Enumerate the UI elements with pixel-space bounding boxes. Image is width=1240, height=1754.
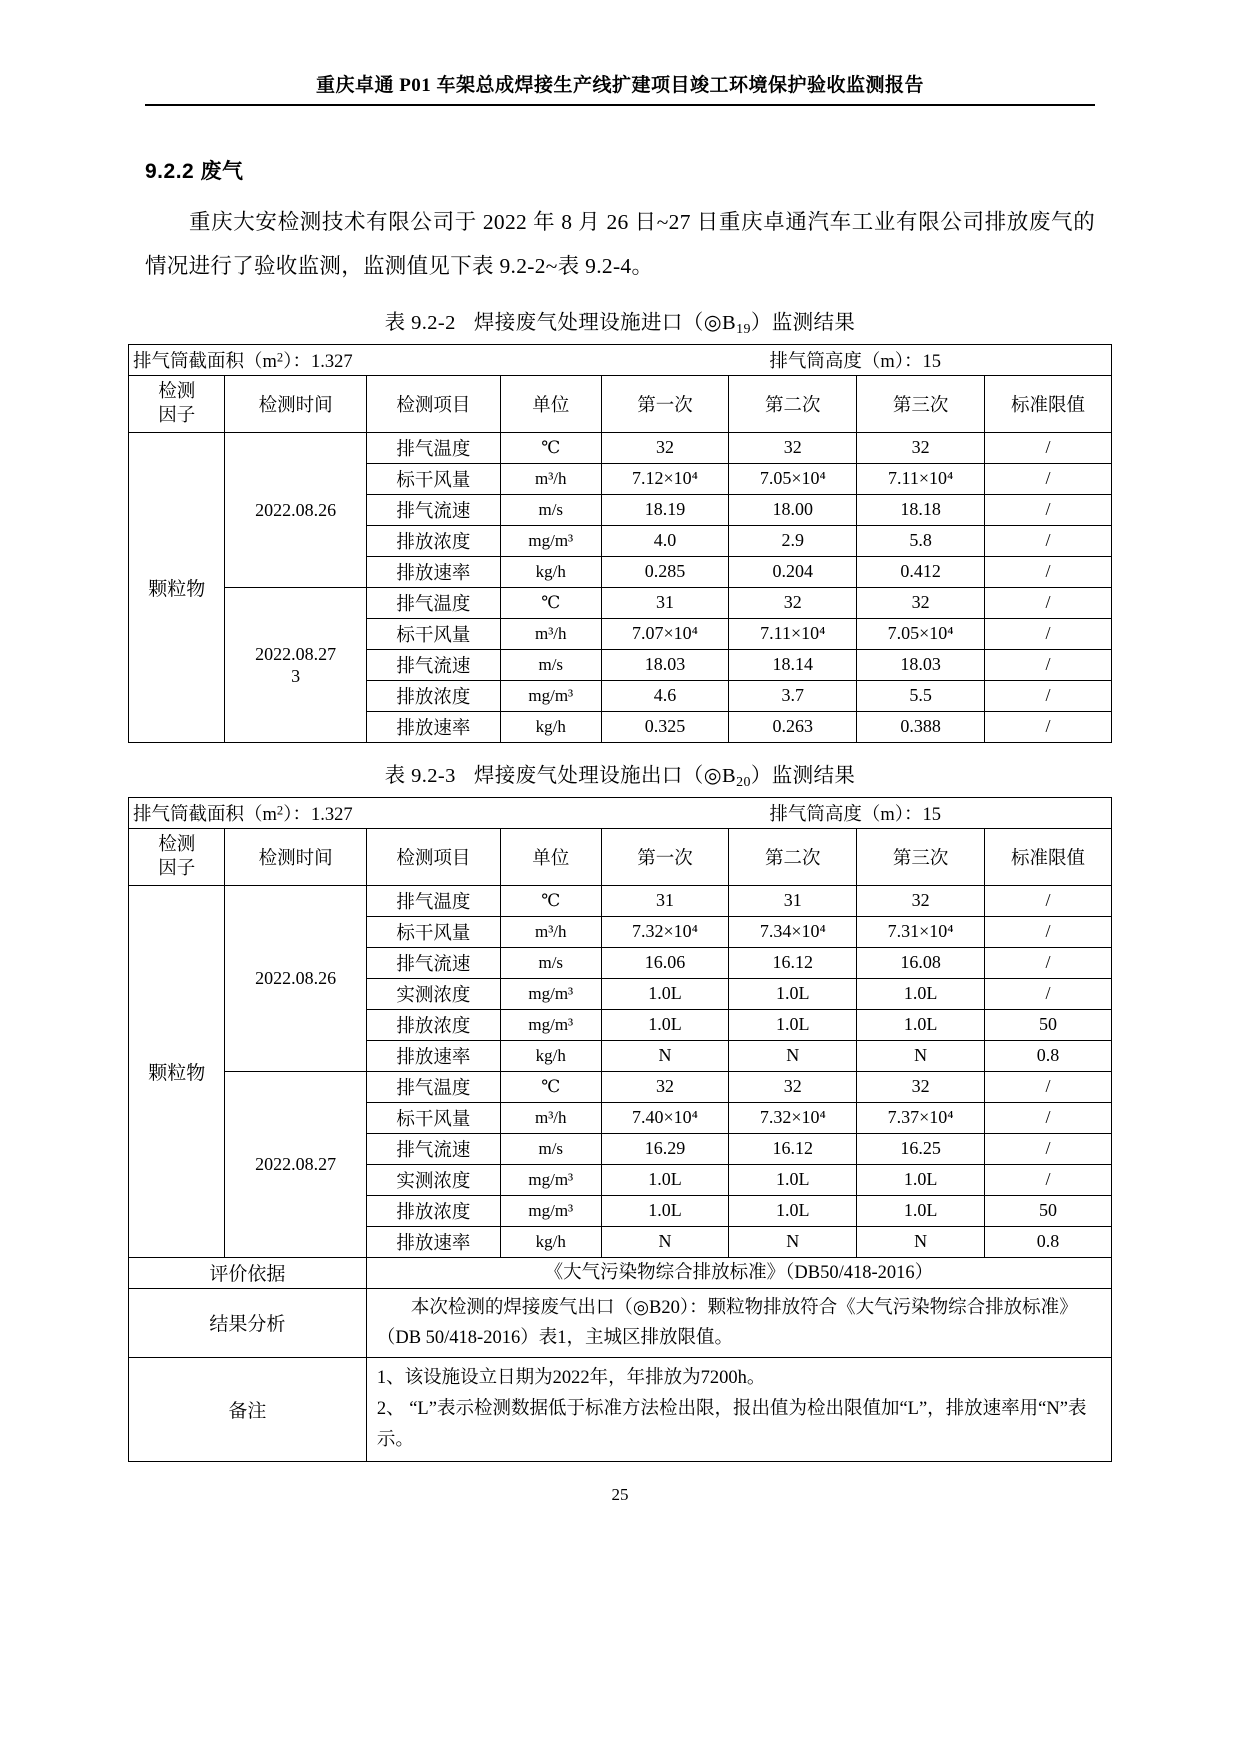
page-number: 25 — [611, 1485, 629, 1504]
cell-item: 排放速率 — [366, 1040, 500, 1071]
cell-run3: 18.03 — [857, 649, 985, 680]
value-evaluation-basis: 《大气污染物综合排放标准》（DB50/418-2016） — [366, 1257, 1111, 1288]
cell-run3: 5.5 — [857, 680, 985, 711]
table-row — [129, 587, 1112, 618]
cell-run3: 32 — [857, 885, 985, 916]
cell-run2: 32 — [729, 432, 857, 463]
header-title: 重庆卓通 P01 车架总成焊接生产线扩建项目竣工环境保护验收监测报告 — [315, 75, 925, 96]
cell-run1: 18.03 — [601, 649, 729, 680]
cell-run3: 16.08 — [857, 947, 985, 978]
cell-limit: / — [985, 494, 1112, 525]
stack-height-label: 排气筒高度（m）：15 — [769, 351, 941, 372]
header-rule — [145, 104, 1095, 106]
cell-unit: ℃ — [500, 432, 601, 463]
cell-run3: 32 — [857, 1071, 985, 1102]
cell-run2: 18.14 — [729, 649, 857, 680]
caption-main: 焊接废气处理设施出口（◎B — [473, 765, 737, 787]
cell-unit: m³/h — [500, 463, 601, 494]
cell-limit: 0.8 — [985, 1040, 1112, 1071]
cell-limit: / — [985, 916, 1112, 947]
cell-limit: / — [985, 432, 1112, 463]
cell-item: 标干风量 — [366, 618, 500, 649]
cell-limit: / — [985, 1133, 1112, 1164]
cell-run1: N — [601, 1040, 729, 1071]
cell-run2: 32 — [729, 1071, 857, 1102]
cell-item: 排放浓度 — [366, 525, 500, 556]
cell-run3: 1.0L — [857, 1009, 985, 1040]
stack-info-cell — [129, 797, 1112, 828]
cell-item: 排放浓度 — [366, 680, 500, 711]
caption-main: 焊接废气处理设施进口（◎B — [473, 312, 737, 334]
column-header-time: 检测时间 — [225, 375, 366, 432]
column-header-item: 检测项目 — [366, 375, 500, 432]
cell-factor: 颗粒物 — [129, 885, 225, 1257]
cell-date-1: 2022.08.26 — [225, 432, 366, 587]
column-header-item: 检测项目 — [366, 828, 500, 885]
cell-unit: ℃ — [500, 1071, 601, 1102]
column-header-run3: 第三次 — [857, 375, 985, 432]
label-notes: 备注 — [129, 1357, 367, 1461]
cell-unit: m/s — [500, 1133, 601, 1164]
cell-run1: 32 — [601, 1071, 729, 1102]
caption-prefix: 表 9.2-3 — [384, 765, 456, 787]
cell-limit: 50 — [985, 1009, 1112, 1040]
cell-limit: / — [985, 711, 1112, 742]
column-header-limit: 标准限值 — [985, 375, 1112, 432]
cell-run1: 1.0L — [601, 1164, 729, 1195]
cell-run2: 0.263 — [729, 711, 857, 742]
cell-limit: / — [985, 463, 1112, 494]
cell-run3: 0.412 — [857, 556, 985, 587]
cell-item: 排气温度 — [366, 432, 500, 463]
cell-run2: 0.204 — [729, 556, 857, 587]
cell-run2: 16.12 — [729, 1133, 857, 1164]
table-9-2-2-caption — [128, 305, 1112, 338]
cell-run1: 1.0L — [601, 1009, 729, 1040]
cell-run1: 32 — [601, 432, 729, 463]
table-row — [129, 885, 1112, 916]
cell-run1: 0.325 — [601, 711, 729, 742]
cell-item: 排气流速 — [366, 947, 500, 978]
cell-unit: ℃ — [500, 885, 601, 916]
document-header — [145, 70, 1095, 106]
cell-run3: 0.388 — [857, 711, 985, 742]
cell-run3: 16.25 — [857, 1133, 985, 1164]
table-row-analysis — [129, 1288, 1112, 1357]
caption-suffix: ）监测结果 — [750, 312, 856, 334]
cell-unit: kg/h — [500, 711, 601, 742]
cell-unit: mg/m³ — [500, 1195, 601, 1226]
stack-area-label: 排气筒截面积$(m^2)$：1.327 — [133, 803, 353, 825]
cell-unit: mg/m³ — [500, 1009, 601, 1040]
column-header-run1: 第一次 — [601, 828, 729, 885]
cell-limit: / — [985, 1071, 1112, 1102]
cell-limit: 0.8 — [985, 1226, 1112, 1257]
table-row-notes — [129, 1357, 1112, 1461]
cell-unit: m/s — [500, 947, 601, 978]
stack-area-label: 排气筒截面积$(m^2)$：1.327 — [133, 350, 353, 372]
cell-run1: 1.0L — [601, 1195, 729, 1226]
table-row — [129, 797, 1112, 828]
cell-run2: 1.0L — [729, 1195, 857, 1226]
cell-item: 排气温度 — [366, 885, 500, 916]
cell-limit: / — [985, 1164, 1112, 1195]
cell-limit: / — [985, 885, 1112, 916]
cell-item: 标干风量 — [366, 916, 500, 947]
cell-run2: 16.12 — [729, 947, 857, 978]
column-header-run1: 第一次 — [601, 375, 729, 432]
cell-unit: m³/h — [500, 1102, 601, 1133]
cell-run1: 16.29 — [601, 1133, 729, 1164]
cell-unit: mg/m³ — [500, 978, 601, 1009]
caption-suffix: ）监测结果 — [750, 765, 856, 787]
cell-unit: m³/h — [500, 618, 601, 649]
table-9-2-3 — [128, 797, 1112, 1462]
value-notes — [366, 1357, 1111, 1461]
note-line-1: 1、该设施设立日期为2022年，年排放为7200h。 — [376, 1367, 766, 1388]
cell-unit: mg/m³ — [500, 525, 601, 556]
cell-limit: / — [985, 649, 1112, 680]
cell-limit: / — [985, 556, 1112, 587]
value-result-analysis: 本次检测的焊接废气出口（◎B20）：颗粒物排放符合《大气污染物综合排放标准》（DB 50/418-2016）表1，主城区排放限值。 — [366, 1288, 1111, 1357]
column-header-run3: 第三次 — [857, 828, 985, 885]
cell-item: 排放浓度 — [366, 1195, 500, 1226]
cell-run2: 7.05×10⁴ — [729, 463, 857, 494]
cell-run1: 1.0L — [601, 978, 729, 1009]
cell-limit: / — [985, 978, 1112, 1009]
cell-run3: 32 — [857, 587, 985, 618]
cell-run3: 18.18 — [857, 494, 985, 525]
label-evaluation-basis: 评价依据 — [129, 1257, 367, 1288]
table-9-2-2-block — [128, 305, 1112, 743]
cell-run2: 1.0L — [729, 978, 857, 1009]
cell-run2: 7.34×10⁴ — [729, 916, 857, 947]
cell-unit: ℃ — [500, 587, 601, 618]
table-9-2-3-caption — [128, 758, 1112, 791]
cell-run3: 7.31×10⁴ — [857, 916, 985, 947]
cell-item: 排气流速 — [366, 494, 500, 525]
cell-limit: / — [985, 680, 1112, 711]
table-9-2-3-block — [128, 758, 1112, 1462]
caption-subscript: 20 — [736, 774, 751, 790]
cell-run3: 32 — [857, 432, 985, 463]
table-row-basis — [129, 1257, 1112, 1288]
cell-run2: 7.32×10⁴ — [729, 1102, 857, 1133]
stack-height-label: 排气筒高度（m）：15 — [769, 804, 941, 825]
cell-run1: 31 — [601, 587, 729, 618]
column-header-factor: 检测 因子 — [129, 828, 225, 885]
cell-date-1: 2022.08.26 — [225, 885, 366, 1071]
cell-run3: 5.8 — [857, 525, 985, 556]
cell-unit: kg/h — [500, 556, 601, 587]
cell-run3: N — [857, 1040, 985, 1071]
cell-run2: 1.0L — [729, 1164, 857, 1195]
cell-run3: 1.0L — [857, 978, 985, 1009]
table-row — [129, 1071, 1112, 1102]
cell-run2: 3.7 — [729, 680, 857, 711]
cell-run3: 7.05×10⁴ — [857, 618, 985, 649]
table-row — [129, 344, 1112, 375]
cell-run2: N — [729, 1040, 857, 1071]
cell-item: 标干风量 — [366, 1102, 500, 1133]
cell-run1: N — [601, 1226, 729, 1257]
cell-run3: N — [857, 1226, 985, 1257]
cell-unit: m/s — [500, 649, 601, 680]
cell-run2: 2.9 — [729, 525, 857, 556]
cell-item: 排放速率 — [366, 711, 500, 742]
cell-item: 排气流速 — [366, 649, 500, 680]
column-header-limit: 标准限值 — [985, 828, 1112, 885]
column-header-unit: 单位 — [500, 375, 601, 432]
cell-run3: 1.0L — [857, 1164, 985, 1195]
cell-date-2: 2022.08.27 — [225, 1071, 366, 1257]
cell-item: 实测浓度 — [366, 1164, 500, 1195]
column-header-time: 检测时间 — [225, 828, 366, 885]
cell-item: 排气温度 — [366, 1071, 500, 1102]
caption-prefix: 表 9.2-2 — [384, 312, 456, 334]
cell-run1: 0.285 — [601, 556, 729, 587]
column-header-run2: 第二次 — [729, 828, 857, 885]
cell-unit: kg/h — [500, 1040, 601, 1071]
cell-run1: 7.12×10⁴ — [601, 463, 729, 494]
cell-unit: mg/m³ — [500, 1164, 601, 1195]
section-heading: 9.2.2 废气 — [145, 160, 244, 183]
column-header-factor: 检测 因子 — [129, 375, 225, 432]
table-9-2-2 — [128, 344, 1112, 743]
cell-run1: 4.0 — [601, 525, 729, 556]
note-line-2: 2、 “L”表示检测数据低于标准方法检出限，报出值为检出限值加“L”，排放速率用“N”表示。 — [376, 1398, 1087, 1450]
section-paragraph: 重庆大安检测技术有限公司于 2022 年 8 月 26 日~27 日重庆卓通汽车工业有限公司排放废气的情况进行了验收监测，监测值见下表 9.2-2~表 9.2-4。 — [145, 210, 1095, 278]
caption-subscript: 19 — [736, 321, 751, 337]
column-header-run2: 第二次 — [729, 375, 857, 432]
cell-run2: 31 — [729, 885, 857, 916]
cell-item: 排放速率 — [366, 1226, 500, 1257]
cell-item: 实测浓度 — [366, 978, 500, 1009]
cell-run2: 7.11×10⁴ — [729, 618, 857, 649]
cell-run3: 1.0L — [857, 1195, 985, 1226]
cell-unit: m/s — [500, 494, 601, 525]
table-header-row — [129, 828, 1112, 885]
cell-unit: mg/m³ — [500, 680, 601, 711]
cell-run2: 18.00 — [729, 494, 857, 525]
cell-limit: 50 — [985, 1195, 1112, 1226]
cell-run1: 4.6 — [601, 680, 729, 711]
label-result-analysis: 结果分析 — [129, 1288, 367, 1357]
cell-run2: N — [729, 1226, 857, 1257]
cell-item: 排放浓度 — [366, 1009, 500, 1040]
cell-run3: 7.37×10⁴ — [857, 1102, 985, 1133]
cell-date-2: 2022.08.27 3 — [225, 587, 366, 742]
cell-run2: 32 — [729, 587, 857, 618]
column-header-unit: 单位 — [500, 828, 601, 885]
cell-item: 标干风量 — [366, 463, 500, 494]
cell-item: 排气温度 — [366, 587, 500, 618]
cell-limit: / — [985, 947, 1112, 978]
cell-run2: 1.0L — [729, 1009, 857, 1040]
cell-run1: 7.40×10⁴ — [601, 1102, 729, 1133]
cell-unit: m³/h — [500, 916, 601, 947]
cell-unit: kg/h — [500, 1226, 601, 1257]
cell-limit: / — [985, 618, 1112, 649]
stack-info-cell — [129, 344, 1112, 375]
cell-limit: / — [985, 587, 1112, 618]
cell-run1: 7.32×10⁴ — [601, 916, 729, 947]
cell-run3: 7.11×10⁴ — [857, 463, 985, 494]
cell-item: 排放速率 — [366, 556, 500, 587]
cell-run1: 31 — [601, 885, 729, 916]
table-row — [129, 432, 1112, 463]
cell-limit: / — [985, 525, 1112, 556]
table-header-row — [129, 375, 1112, 432]
cell-factor: 颗粒物 — [129, 432, 225, 742]
cell-run1: 18.19 — [601, 494, 729, 525]
cell-item: 排气流速 — [366, 1133, 500, 1164]
cell-limit: / — [985, 1102, 1112, 1133]
cell-run1: 16.06 — [601, 947, 729, 978]
cell-run1: 7.07×10⁴ — [601, 618, 729, 649]
